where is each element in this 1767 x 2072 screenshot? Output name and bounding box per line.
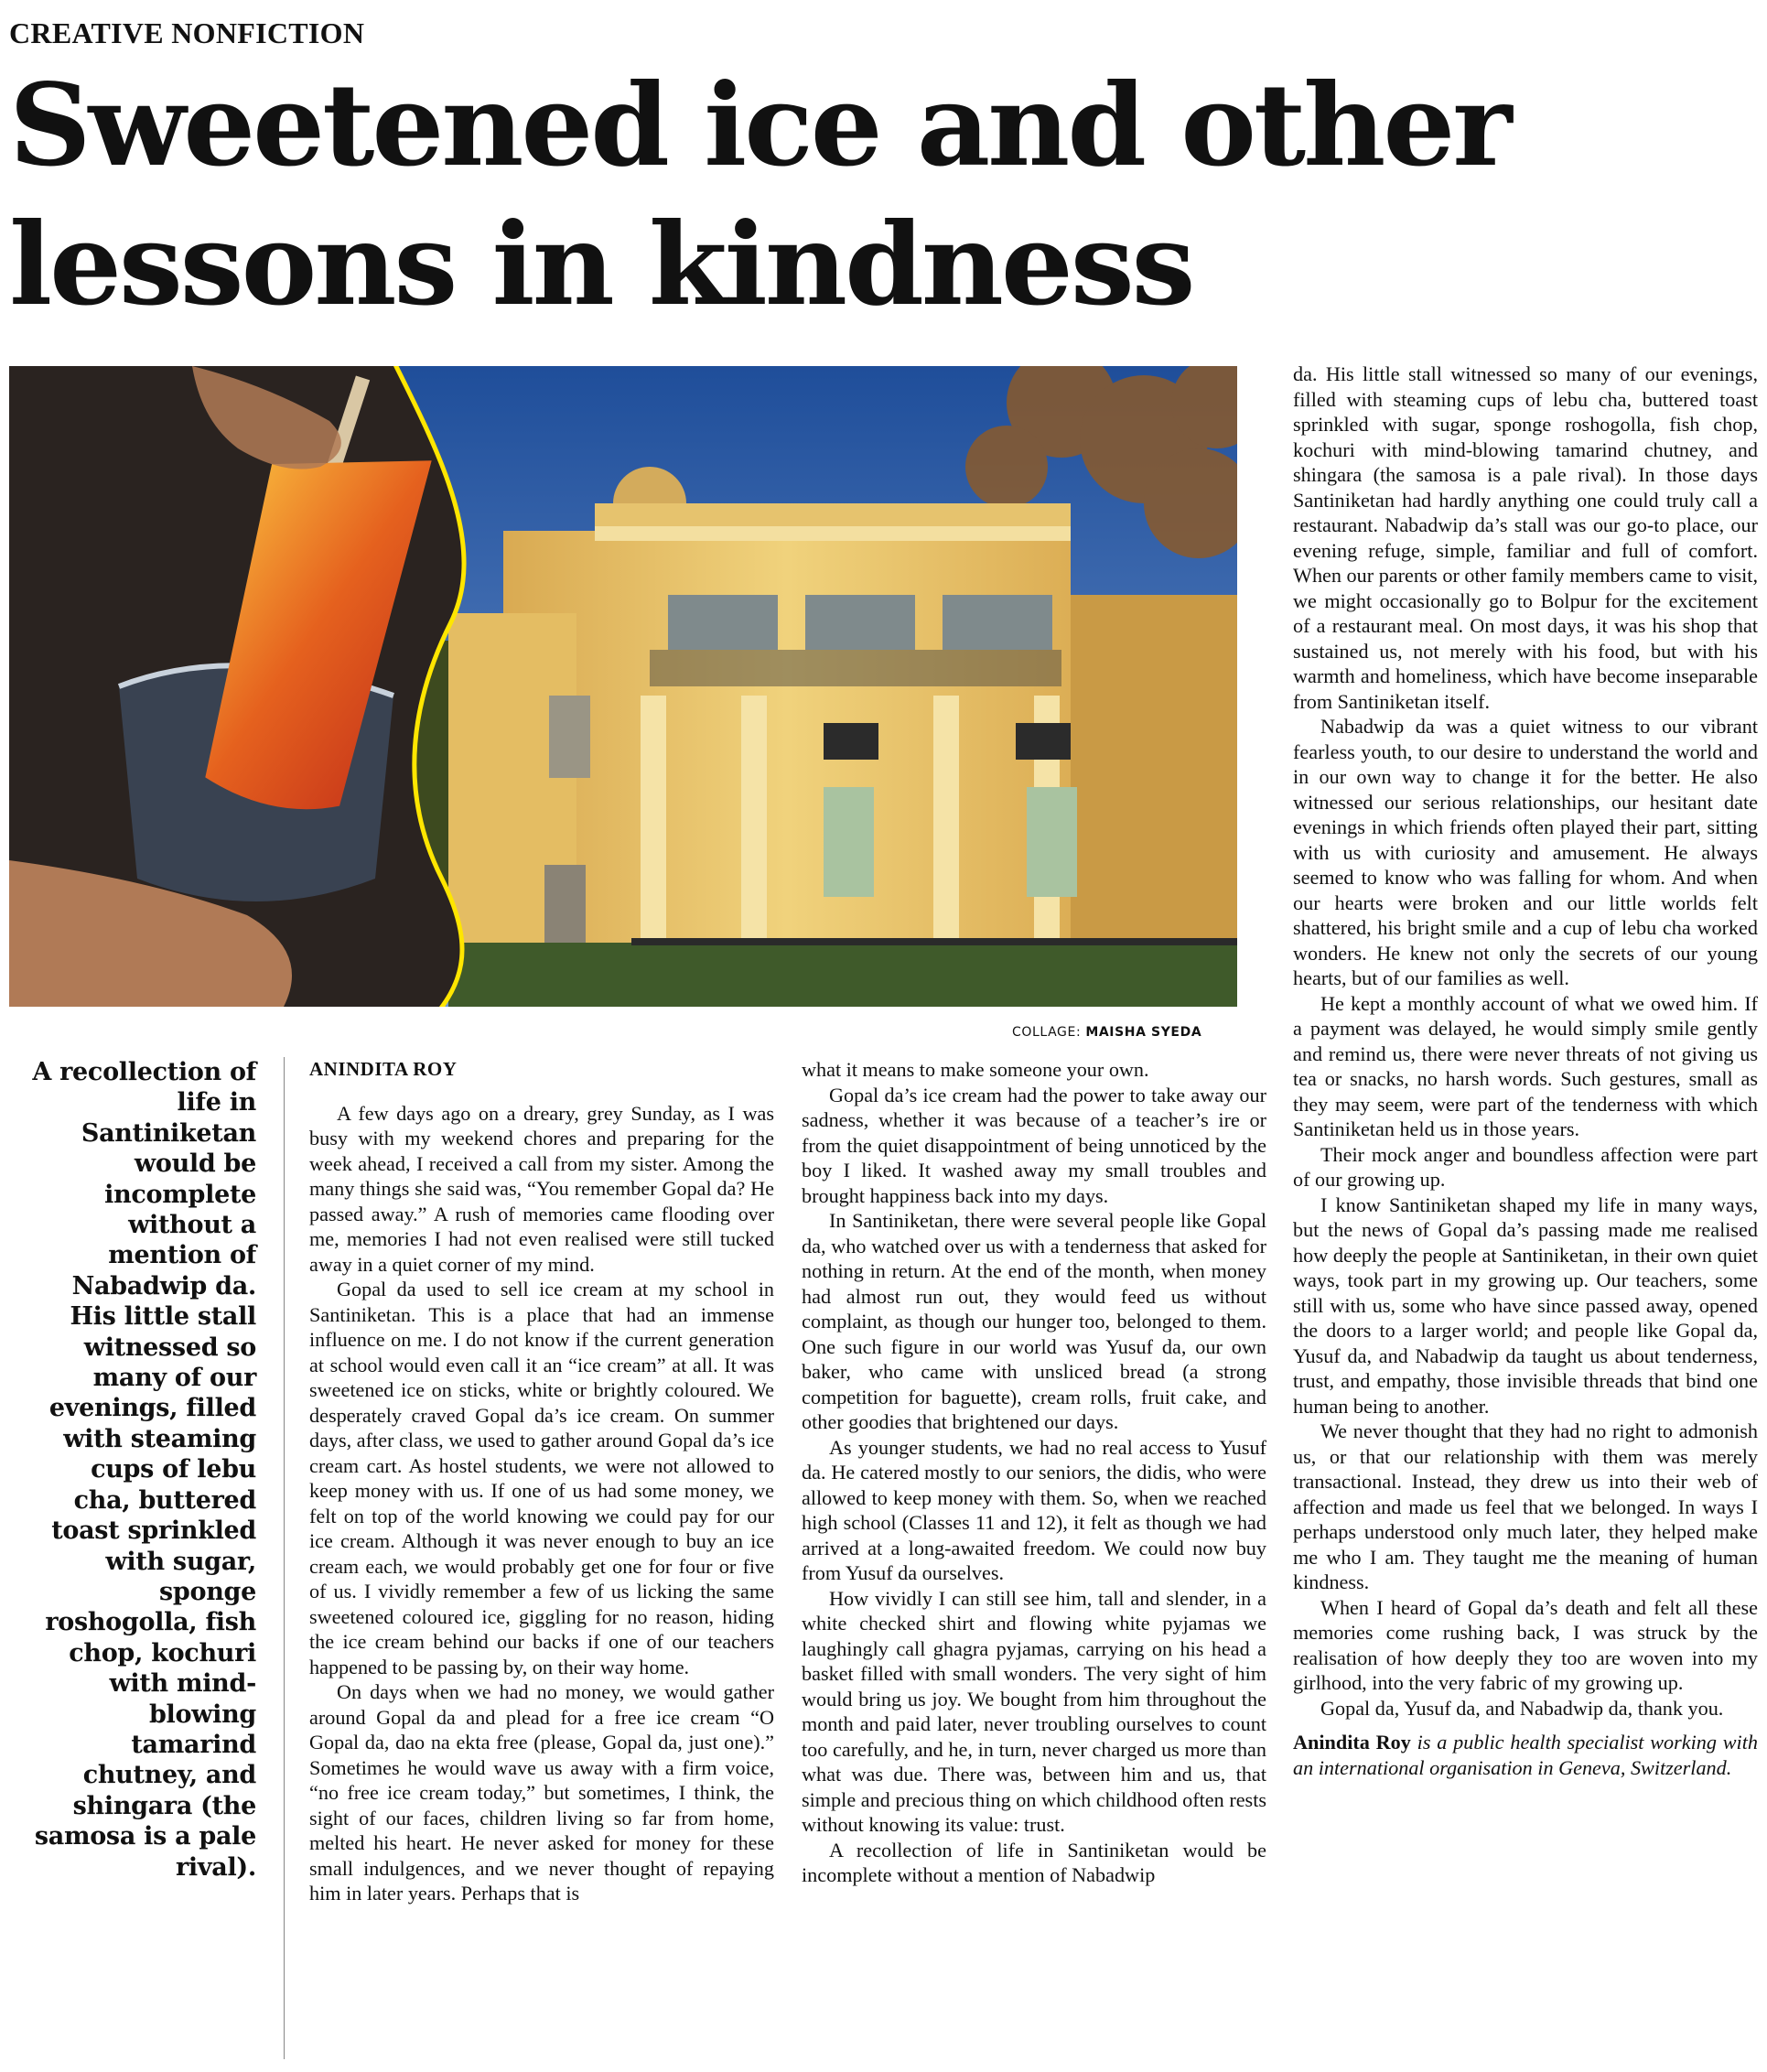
paragraph: When I heard of Gopal da’s death and felt all these memories come rushing back, I was struck by the realisation of how deeply they too are woven into my girlhood, into the very fabric of my growing up. — [1293, 1595, 1758, 1694]
paragraph: On days when we had no money, we would gather around Gopal da and plead for a free ice cream “O Gopal da, dao na ekta free (please, Gopal da, just one).” Sometimes he would wave us away with a firm voice, “no free ice cream today,” but sometimes, I think, the sight of our faces, children living so far from home, melted his heart. He never asked for money for these small indulgences, and we never thought of repaying him in later years. Perhaps that is — [309, 1680, 774, 1905]
paragraph: what it means to make someone your own. — [802, 1058, 1149, 1081]
paragraph: Nabadwip da was a quiet witness to our vibrant fearless youth, to our desire to understand the world and in our own way to change it for the better. He also witnessed our serious relationships, our hesitant date evenings in which friends often played their part, sitting with us with curiosity and amusement. He always seemed to know who was falling for whom. And when our hearts were broken and our little worlds felt shattered, his bright smile and a cup of lebu cha worked wonders. He knew not only the secrets of our young hearts, but of our families as well. — [1293, 715, 1758, 989]
section-label: CREATIVE NONFICTION — [9, 16, 365, 49]
author-bio — [1293, 1730, 1758, 1780]
paragraph: He kept a monthly account of what we owed him. If a payment was delayed, he would simply smile gently and remind us, there were never threats of not giving us tea or snacks, no harsh words. Such gestures, small as they may seem, were part of the tenderness with which Santiniketan held us in those years. — [1293, 991, 1758, 1140]
paragraph: da. His little stall witnessed so many of our evenings, filled with steaming cups of lebu cha, buttered toast sprinkled with sugar, sponge roshogolla, fish chop, kochuri with mind-blowing tamarind chutney, and shingara (the samosa is a pale rival). In those days Santiniketan had hardly anything one could truly call a restaurant. Nabadwip da’s stall was our go-to place, our evening refuge, simple, familiar and full of comfort. When our parents or other family members came to visit, we might occasionally go to Bolpur for the excitement of a restaurant meal. On most days, it was his shop that sustained us, not merely with his food, but with his warmth and homeliness, which have become inseparable from Santiniketan itself. — [1293, 362, 1758, 713]
paragraph: Gopal da used to sell ice cream at my school in Santiniketan. This is a place that had an immense influence on me. I do not know if the current generation at school would even call it an “ice cream” at all. It was sweetened ice on sticks, white or brightly coloured. We desperately craved Gopal da’s ice cream. On summer days, after class, we used to gather around Gopal da’s ice cream cart. As hostel students, we were not allowed to keep money with us. If one of us had some money, we felt on top of the world knowing we could pay for our ice cream. Although it was never enough to buy an ice cream each, we would probably get one for four or five of us. I vividly remember a few of us licking the same sweetened coloured ice, giggling for no reason, hiding the ice cream behind our backs if one of our teachers happened to be passing by, on their way home. — [309, 1278, 774, 1678]
paragraph: As younger students, we had no real access to Yusuf da. He catered mostly to our seniors, the didis, who were allowed to keep money with them. So, when we reached high school (Classes 11 and 12), it felt as though we had arrived at a long-awaited freedom. We could now buy from Yusuf da ourselves. — [802, 1435, 1266, 1584]
photo-caption — [1012, 1025, 1201, 1040]
article-column-2 — [802, 1057, 1266, 1888]
collage-photo — [9, 366, 1237, 1007]
pullquote: A recollection of life in Santiniketan would be incomplete without a mention of Nabadwip da. His little stall witnessed so many of our evenings, filled with steaming cups of lebu cha, buttered toast sprinkled with sugar, sponge roshogolla, fish chop, kochuri with mind-blowing tamarind chutney, and shingara (the samosa is a pale rival). — [32, 1058, 256, 1882]
article-column-1 — [309, 1057, 774, 1906]
caption-prefix: COLLAGE: — [1012, 1025, 1082, 1040]
article-column-3 — [1293, 362, 1758, 1780]
paragraph: Their mock anger and boundless affection were part of our growing up. — [1293, 1142, 1758, 1191]
byline: ANINDITA ROY — [309, 1058, 458, 1080]
column-rule — [284, 1057, 285, 2059]
paragraph: How vividly I can still see him, tall and slender, in a white checked shirt and flowing white pyjamas we laughingly call ghagra pyjamas, carrying on his head a basket filled with small wonders. The very sight of him would bring us joy. We bought from him throughout the month and paid later, never troubling ourselves to count too carefully, and he, in turn, never charged us more than what was due. There was, between him and us, that simple and precious thing on which childhood often rests without knowing its value: trust. — [802, 1586, 1266, 1836]
headline: Sweetened ice and other lessons in kindness — [9, 59, 1510, 331]
paragraph: In Santiniketan, there were several people like Gopal da, who watched over us with a tenderness that asked for nothing in return. At the end of the month, when money had almost run out, they would feed us without complaint, as though our hunger too, belonged to them. One such figure in our world was Yusuf da, our own baker, who came with unsliced bread (a strong competition for baguette), cream rolls, fruit cake, and other goodies that brightened our days. — [802, 1209, 1266, 1433]
paragraph: I know Santiniketan shaped my life in many ways, but the news of Gopal da’s passing made me realised how deeply the people at Santiniketan, in their own quiet ways, took part in my growing up. Our teachers, some still with us, some who have since passed away, opened the doors to a larger world; and people like Gopal da, Yusuf da, and Nabadwip da taught us about tenderness, trust, and empathy, those invisible threads that bind one human being to another. — [1293, 1192, 1758, 1418]
paragraph: A few days ago on a dreary, grey Sunday, as I was busy with my weekend chores and preparing for the week ahead, I received a call from my sister. Among the many things she said was, “You remember Gopal da? He passed away.” A rush of memories came flooding over me, memories I had not even realised were still tucked away in a quiet corner of my mind. — [309, 1101, 774, 1276]
bio-name: Anindita Roy — [1293, 1731, 1411, 1754]
bio-text: is a public health specialist working with an international organisation in Geneva, Switzerland. — [1293, 1731, 1758, 1779]
paragraph: Gopal da, Yusuf da, and Nabadwip da, thank you. — [1320, 1696, 1724, 1720]
paragraph: Gopal da’s ice cream had the power to take away our sadness, whether it was because of a teacher’s ire or from the quiet disappointment of being unnoticed by the boy I liked. It washed away my small troubles and brought happiness back into my days. — [802, 1083, 1266, 1207]
paragraph: A recollection of life in Santiniketan would be incomplete without a mention of Nabadwip — [802, 1838, 1266, 1886]
caption-credit: MAISHA SYEDA — [1085, 1025, 1202, 1040]
paragraph: We never thought that they had no right to admonish us, or that our relationship with them was merely transactional. Instead, they drew us into their web of affection and made us feel that we belonged. In ways I perhaps understood only much later, they helped make me who I am. They taught me the meaning of human kindness. — [1293, 1419, 1758, 1593]
